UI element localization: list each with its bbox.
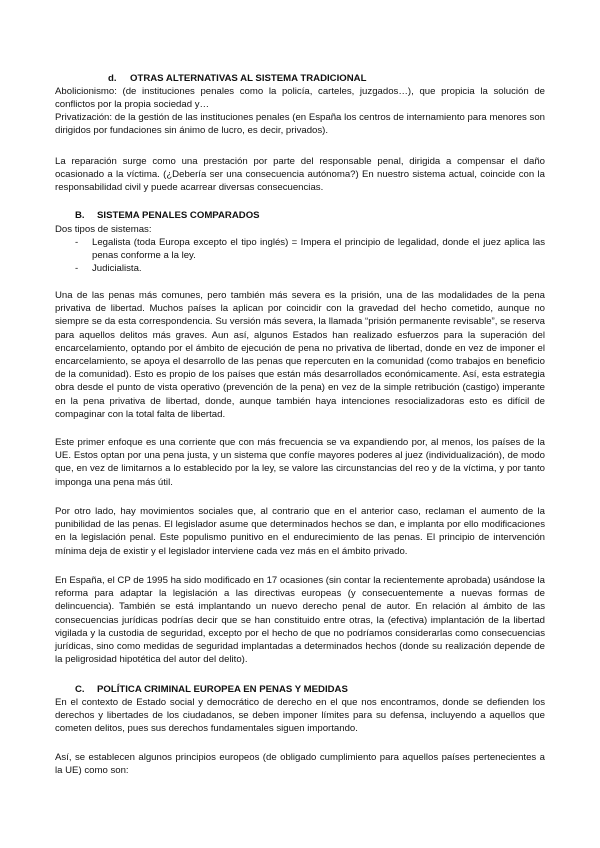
paragraph-prision: Una de las penas más comunes, pero también más severa es la prisión, una de las modalidades de la pena privativa de libertad. Muchos países la aplican por coincidir con la gravedad del hecho cometido, aunque no siempre se da esta correspondencia. Su versión más severa, la llamada “prisión permanente revisable”, se reserva para aquellos delitos más graves. Aun así, algunos Estados han realizado esfuerzos para la superación del encarcelamiento, optando por el ámbito de ejecución de pena no privativa de libertad, donde en vez de imponer el encarcelamiento, se apoya el desarrollo de las penas que repercuten en la comunidad (como trabajos en beneficio de la comunidad). Esto es propio de los países que están más desarrollados económicamente. Así, esta estrategia obra desde el punto de vista operativo (prevención de la pena) en vez de la simple retribución (castigo) imperante en la pena privativa de libertad, donde, aunque también haya intenciones resocializadoras esto es difícil de compaginar con la total falta de libertad.: [55, 290, 545, 420]
section-heading-b: [75, 209, 260, 222]
paragraph-contexto-estado: En el contexto de Estado social y democrático de derecho en el que nos encontramos, donde se defienden los derechos y libertades de los ciudadanos, se deben imponer límites para su defensa, incluyendo a aquellos que cometen delitos, pues sus derechos fundamentales siguen importando.: [55, 697, 545, 735]
list-item-text: Judicialista.: [92, 263, 142, 274]
section-heading-c: [75, 683, 348, 696]
paragraph-reparacion: La reparación surge como una prestación por parte del responsable penal, dirigida a compensar el daño ocasionado a la víctima. (¿Debería ser una consecuencia autónoma?) En nuestro sistema actual, coincide con la responsabilidad civil y puede acarrear diversas consecuencias.: [55, 156, 545, 194]
list-item: [75, 262, 545, 275]
section-letter: B.: [75, 210, 85, 221]
paragraph-privatizacion: Privatización: de la gestión de las instituciones penales (en España los centros de internamiento para menores son dirigidos por fundaciones sin ánimo de lucro, es decir, privados).: [55, 112, 545, 137]
list-item-text: Legalista (toda Europa excepto el tipo inglés) = Impera el principio de legalidad, donde el juez aplica las penas conforme a la ley.: [92, 237, 545, 262]
paragraph-abolicionismo: Abolicionismo: (de instituciones penales como la policía, carteles, juzgados…), que propicia la solución de conflictos por la propia sociedad y…: [55, 86, 545, 111]
list-bullet: -: [75, 263, 79, 274]
paragraph-espana-cp: En España, el CP de 1995 ha sido modificado en 17 ocasiones (sin contar la recientemente aprobada) usándose la reforma para adaptar la legislación a las directivas europeas (y consecuentemente a nuevas formas de delincuencia). También se está implantando un nuevo derecho penal de autor. En relación al ámbito de las consecuencias jurídicas podrías decir que se han constituido entre otras, la (efectiva) implantación de la libertad vigilada y la custodia de seguridad, excepto por el hecho de que no podríamos considerarlas como consecuencias jurídicas, sino como medidas de seguridad implantadas a determinados hechos (donde su realización depende de la peligrosidad hipotética del autor del delito).: [55, 575, 545, 666]
paragraph-movimientos-sociales: Por otro lado, hay movimientos sociales que, al contrario que en el anterior caso, reclaman el aumento de la punibilidad de las penas. El legislador asume que determinados hechos se dan, e implanta por ello modificaciones en la legislación penal. Este populismo punitivo en el endurecimiento de las penas. El principio de intervención mínima deja de existir y el legislador interviene cada vez más en el ámbito privado.: [55, 506, 545, 557]
section-title: POLÍTICA CRIMINAL EUROPEA EN PENAS Y MEDIDAS: [97, 684, 348, 695]
paragraph-principios-europeos: Así, se establecen algunos principios europeos (de obligado cumplimiento para aquellos países pertenecientes a la UE) como son:: [55, 752, 545, 777]
list-bullet: -: [75, 237, 79, 248]
paragraph-tipos-sistemas: Dos tipos de sistemas:: [55, 224, 152, 235]
paragraph-primer-enfoque: Este primer enfoque es una corriente que con más frecuencia se va expandiendo por, al menos, los países de la UE. Estos optan por una pena justa, y un sistema que confíe mayores poderes al juez (individualización), de modo que, en vez de limitarnos a lo establecido por la ley, se valore las circunstancias del reo y de la víctima, y por tanto imponga una pena más útil.: [55, 437, 545, 488]
section-letter: C.: [75, 684, 85, 695]
section-letter: d.: [108, 73, 117, 84]
list-item: [75, 236, 545, 262]
section-title: SISTEMA PENALES COMPARADOS: [97, 210, 260, 221]
section-title: OTRAS ALTERNATIVAS AL SISTEMA TRADICIONAL: [130, 73, 367, 84]
section-heading-d: [108, 72, 366, 85]
